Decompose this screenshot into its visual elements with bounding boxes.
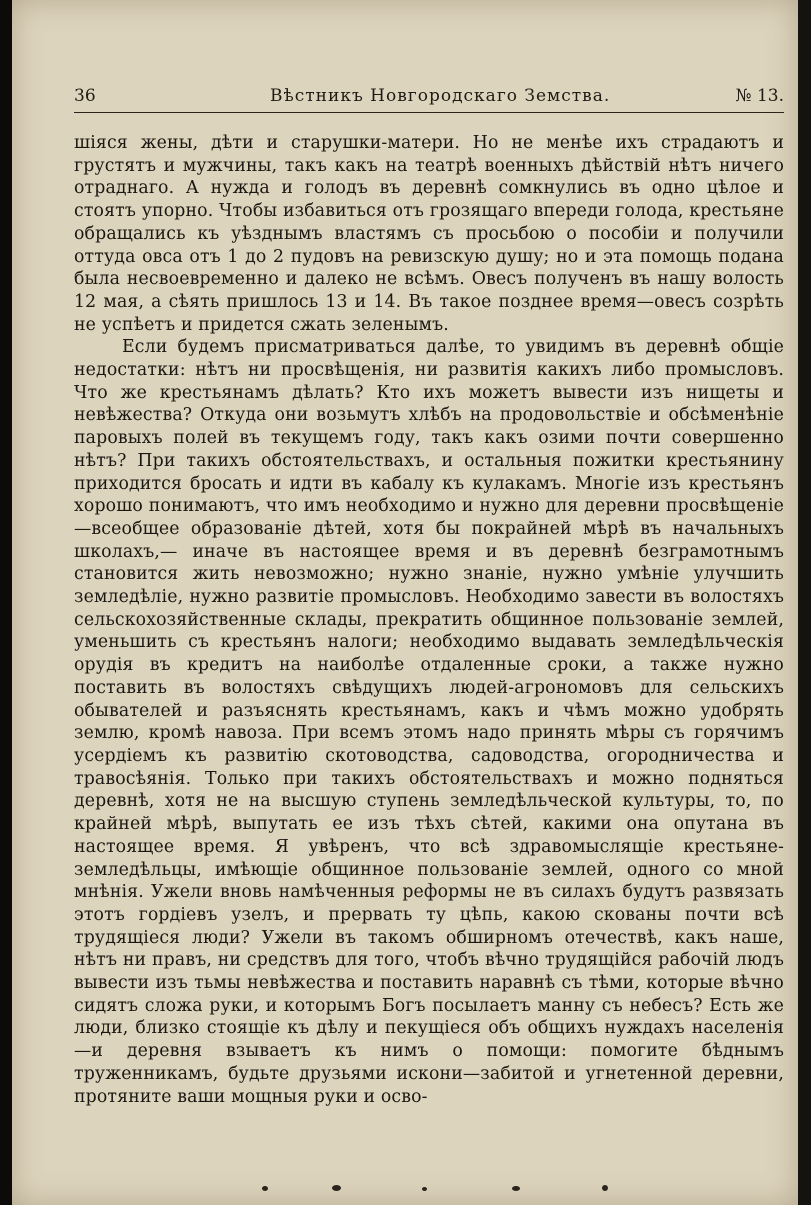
page-number: 36 xyxy=(74,86,96,106)
article-body xyxy=(74,132,784,1108)
book-page xyxy=(12,0,798,1205)
running-header xyxy=(74,86,784,113)
journal-title: Вѣстникъ Новгородскаго Земства. xyxy=(270,86,611,106)
print-specks xyxy=(182,1181,702,1191)
issue-number: № 13. xyxy=(735,86,784,106)
paragraph-1: шіяся жены, дѣти и старушки-матери. Но не менѣе ихъ страдаютъ и грустятъ и мужчины, такъ какъ на театрѣ военныхъ дѣйствій нѣтъ ничего отраднаго. А нужда и голодъ въ деревнѣ сомкнулись въ одно цѣлое и стоятъ упорно. Чтобы избавиться отъ грозящаго впереди голода, крестьяне обращались къ уѣзднымъ властямъ съ просьбою о пособіи и получили оттуда овса отъ 1 до 2 пудовъ на ревизскую душу; но и эта помощь подана была несвоевременно и далеко не всѣмъ. Овесъ полученъ въ нашу волость 12 мая, а сѣять пришлось 13 и 14. Въ такое позднее время—овесъ созрѣть не успѣетъ и придется сжать зеленымъ. xyxy=(74,133,784,335)
book-edge xyxy=(798,0,811,1205)
paragraph-2: Если будемъ присматриваться далѣе, то увидимъ въ деревнѣ общіе недостатки: нѣтъ ни просвѣщенія, ни развитія какихъ либо промысловъ. Что же крестьянамъ дѣлать? Кто ихъ можетъ вывести изъ нищеты и невѣжества? Откуда они возьмутъ хлѣбъ на продовольствіе и обсѣменѣніе паровыхъ полей въ текущемъ году, такъ какъ озими почти совершенно нѣтъ? При такихъ обстоятельствахъ, и остальныя пожитки крестьянину приходится бросать и идти въ кабалу къ кулакамъ. Многіе изъ крестьянъ хорошо понимаютъ, что имъ необходимо и нужно для деревни просвѣщеніе—всеобщее образованіе дѣтей, хотя бы покрайней мѣрѣ въ начальныхъ школахъ,— иначе въ настоящее время и въ деревнѣ безграмотнымъ становится жить невозможно; нужно знаніе, нужно умѣніе улучшить земледѣліе, нужно развитіе промысловъ. Необходимо завести въ волостяхъ сельскохозяйственные склады, прекратить общинное пользованіе землей, уменьшить съ крестьянъ налоги; необходимо выдавать земледѣльческія орудія въ кредитъ на наиболѣе отдаленные сроки, а также нужно поставить въ волостяхъ свѣдущихъ людей-агрономовъ для сельскихъ обывателей и разъяснять крестьянамъ, какъ и чѣмъ можно удобрять землю, кромѣ навоза. При всемъ этомъ надо принять мѣры съ горячимъ усердіемъ къ развитію скотоводства, садоводства, огородничества и травосѣянія. Только при такихъ обстоятельствахъ и можно подняться деревнѣ, хотя не на высшую ступень земледѣльческой культуры, то, по крайней мѣрѣ, выпутать ее изъ тѣхъ сѣтей, какими она опутана въ настоящее время. Я увѣренъ, что всѣ здравомыслящіе крестьяне-земледѣльцы, имѣющіе общинное пользованіе землей, одного со мной мнѣнія. Ужели вновь намѣченныя реформы не въ силахъ будутъ развязать этотъ гордіевъ узелъ, и прервать ту цѣпь, какою скованы почти всѣ трудящіеся люди? Ужели въ такомъ обширномъ отечествѣ, какъ наше, нѣтъ ни правъ, ни средствъ для того, чтобъ вѣчно трудящійся рабочій людъ вывести изъ тьмы невѣжества и поставить наравнѣ съ тѣми, которые вѣчно сидятъ сложа руки, и которымъ Богъ посылаетъ манну съ небесъ? Есть же люди, близко стоящіе къ дѣлу и пекущіеся объ общихъ нуждахъ населенія—и деревня взываетъ къ нимъ о помощи: помогите бѣднымъ труженникамъ, будьте друзьями искони—забитой и угнетенной деревни, протяните ваши мощныя руки и осво- xyxy=(74,337,784,1107)
